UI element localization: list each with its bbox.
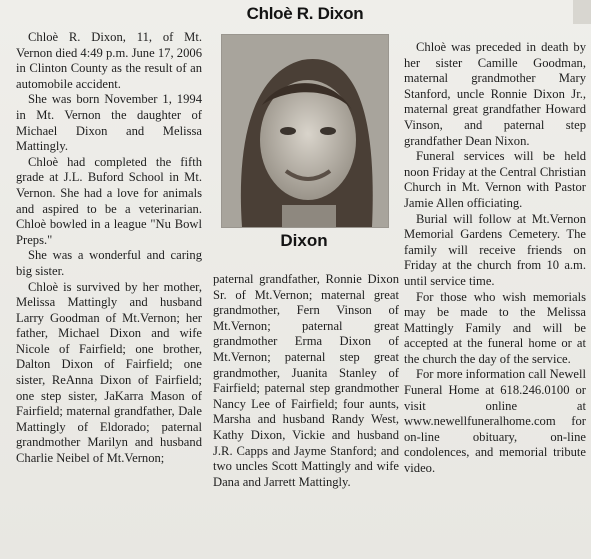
paragraph: Chloè was preceded in death by her sister Camille Goodman, maternal grandmother Mary Stanford, uncle Ronnie Dixon Jr., maternal great grandfather Howard Vinson, and paternal step grandfather Dean Nixon. [404, 40, 586, 148]
obituary-column-1 [16, 30, 202, 467]
adjacent-print-fragment [573, 0, 591, 24]
portrait-image [222, 35, 388, 227]
paragraph: For those who wish memorials may be made to the Melissa Mattingly Family and will be accepted at the funeral home or at the church the day of the service. [404, 289, 586, 366]
obituary-column-2 [213, 272, 399, 490]
paragraph: Burial will follow at Mt.Vernon Memorial Gardens Cemetery. The family will receive friends on Friday at the church from 10 a.m. until service time. [404, 211, 586, 288]
portrait-photo [221, 34, 389, 228]
photo-caption: Dixon [280, 231, 328, 250]
paragraph: For more information call Newell Funeral Home at 618.246.0100 or visit online at www.newellfuneralhome.com for on-line obituary, on-line condolences, and memorial tribute video. [404, 367, 586, 476]
paragraph: Funeral services will be held noon Friday at the Central Christian Church in Mt. Vernon with Pastor Jamie Allen officiating. [404, 149, 586, 210]
paragraph: She was born November 1, 1994 in Mt. Vernon the daughter of Michael Dixon and Melissa Mattingly. [16, 92, 202, 154]
obituary-headline: Chloè R. Dixon [246, 4, 364, 23]
paragraph: Chloè is survived by her mother, Melissa Mattingly and husband Larry Goodman of Mt.Vernon; her father, Michael Dixon and wife Nicole of Fairfield; one brother, Dalton Dixon of Fairfield; one sister, ReAnna Dixon of Fairfield; one step sister, JaKarra Mason of Fairfield; maternal grandfather, Dale Mattingly of Eldorado; paternal grandmother Marilyn and husband Charlie Neibel of Mt.Vernon; [16, 279, 202, 466]
paragraph: paternal grandfather, Ronnie Dixon Sr. of Mt.Vernon; maternal great grandmother, Fern Vinson of Mt.Vernon; paternal great grandmother Erma Dixon of Mt.Vernon; paternal step great grandmother, Juanita Stanley of Fairfield; paternal step grandmother Nancy Lee of Fairfield; four aunts, Marsha and husband Randy West, Kathy Dixon, Vickie and husband J.R. Capps and Jayme Stanford; and two uncles Scott Mattingly and wife Dana and Jarrett Mattingly. [213, 272, 399, 489]
paragraph: Chloè had completed the fifth grade at J.L. Buford School in Mt. Vernon. She had a love for animals and aspired to be a veterinarian. Chloè bowled in a league "Nu Bowl Preps." [16, 154, 202, 247]
paragraph: She was a wonderful and caring big sister. [16, 248, 202, 278]
obituary-column-3 [404, 40, 586, 477]
paragraph: Chloè R. Dixon, 11, of Mt. Vernon died 4:49 p.m. June 17, 2006 in Clinton County as the result of an automobile accident. [16, 30, 202, 91]
